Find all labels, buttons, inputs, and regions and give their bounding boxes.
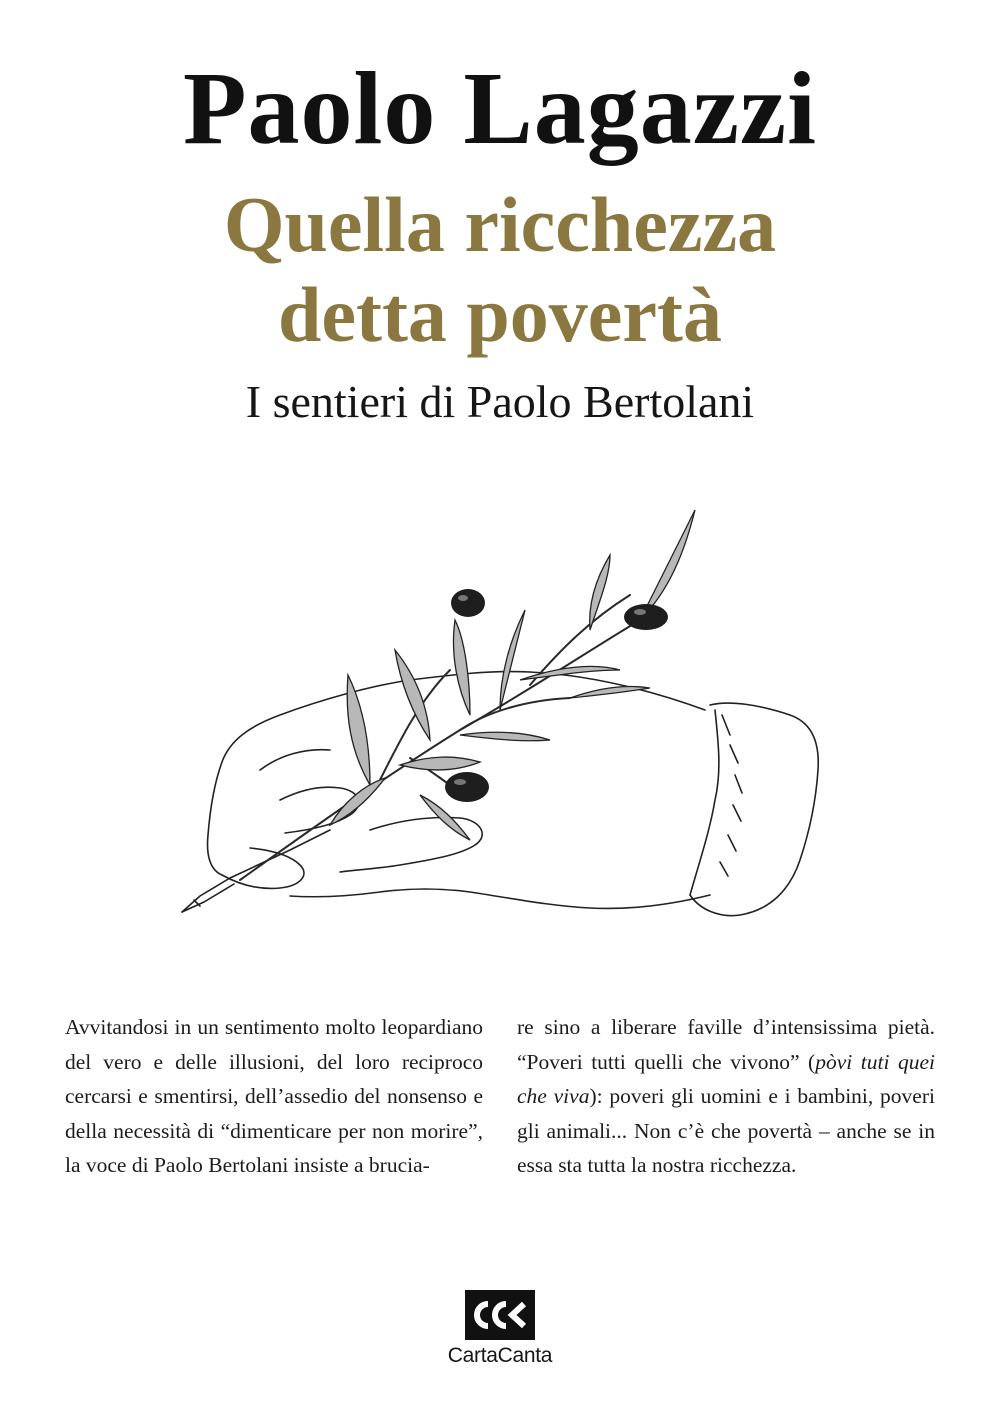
blurb-column-left: Avvitandosi in un sentimento molto leopardiano del vero e delle illusioni, del loro reciproco cercarsi e smentirsi, dell’assedio del nonsenso e della necessità di “dimenticare per non morire”, la voce di Paolo Bertolani insiste a brucia-	[65, 1015, 483, 1177]
publisher-name: CartaCanta	[447, 1344, 553, 1367]
hand-writing-with-olive-branch-icon	[170, 500, 830, 930]
book-subtitle: I sentieri di Paolo Bertolani	[245, 376, 755, 427]
blurb-dialect-quote: pòvi tuti quei che viva	[517, 1049, 936, 1108]
blurb-text-part-1: re sino a liberare faville d’intensissima pietà. “Poveri tutti quelli che vivono” (	[517, 1015, 935, 1074]
publisher-logo-icon	[465, 1290, 535, 1340]
book-title-line-1: Quella ricchezza	[223, 181, 777, 268]
book-title-line-2: detta povertà	[277, 271, 723, 358]
back-cover-blurb	[65, 1010, 935, 1183]
blurb-text-part-2: ): poveri gli uomini e i bambini, poveri gli animali... Non c’è che povertà – anche se in essa sta tutta la nostra ricchezza.	[517, 1084, 935, 1177]
book-title	[0, 180, 1000, 360]
author-name: Paolo Lagazzi	[182, 51, 817, 166]
blurb-column-right	[517, 1010, 935, 1183]
publisher-block	[433, 1290, 567, 1368]
